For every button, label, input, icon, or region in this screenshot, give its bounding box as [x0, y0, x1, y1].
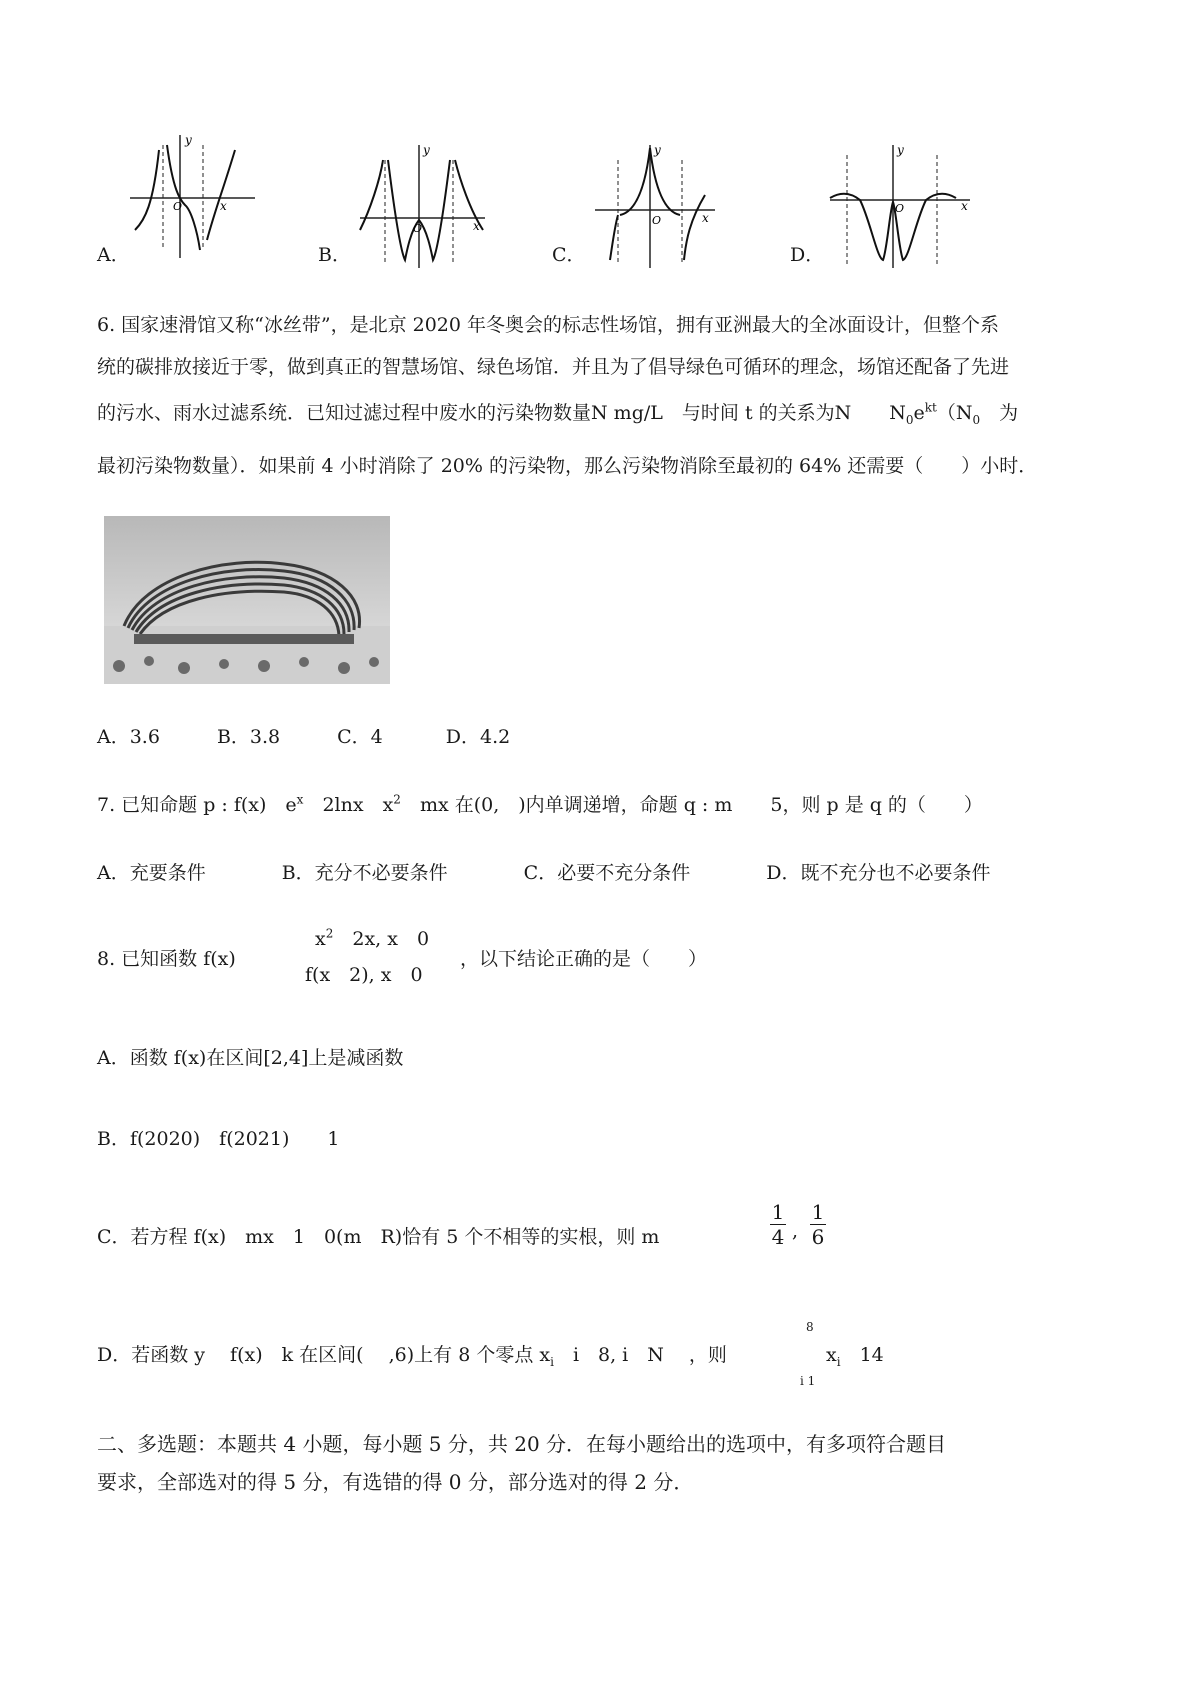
q8-sum-lower: i 1 [800, 1374, 816, 1388]
q8-option-d-sub-i: i [550, 1354, 554, 1369]
q8-case-2: f(x 2), x 0 [305, 964, 423, 986]
option-c-label: C． [552, 244, 586, 266]
q8-option-b: B．f(2020) f(2021) 1 [97, 1128, 340, 1150]
q7-stem-c: mx 在(0, )内单调递增，命题 q : m 5，则 p 是 q 的（ ） [400, 794, 983, 816]
q6-formula-n0: N [889, 402, 906, 424]
graph-d-origin-label: O [895, 202, 905, 215]
q8-fraction-2-denominator: 6 [811, 1225, 825, 1249]
q8-option-d-b: i 8, i N ，则 [553, 1344, 727, 1366]
q8-fraction-1-denominator: 4 [771, 1225, 785, 1249]
graph-d-y-label: y [897, 143, 904, 157]
q6-line-2: 统的碳排放接近于零，做到真正的智慧场馆、绿色场馆．并且为了倡导绿色可循环的理念，场馆还配备了先进 [97, 356, 1010, 378]
q8-sum-xi: x [826, 1344, 837, 1366]
q8-sum-end: 14 [840, 1344, 884, 1366]
q7-sup-2: 2 [393, 792, 401, 807]
q8-fraction-1-numerator: 1 [771, 1200, 785, 1224]
graph-c-x-label: x [702, 211, 709, 225]
graph-b-y-label: y [423, 143, 430, 157]
q8-sum-term [826, 1340, 884, 1369]
q6-formula-kt: kt [924, 400, 937, 415]
graph-c-y-label: y [654, 143, 661, 157]
graph-b-x-label: x [473, 219, 480, 233]
q7-stem-a: 7. 已知命题 p : f(x) e [97, 794, 297, 816]
q8-stem-b: ，以下结论正确的是（ ） [460, 948, 708, 970]
q8-case-1-x: x [315, 928, 326, 950]
graph-c-origin-label: O [652, 214, 662, 227]
q6-line-3 [97, 398, 1018, 427]
q6-n0-sub: 0 [972, 412, 981, 427]
speed-skating-oval-photo [104, 516, 390, 684]
q8-stem-a: 8. 已知函数 f(x) [97, 948, 236, 970]
q8-fraction-2-numerator: 1 [811, 1200, 825, 1224]
q7-options: A．充要条件 B．充分不必要条件 C．必要不充分条件 D．既不充分也不必要条件 [97, 862, 991, 884]
q6-line-4: 最初污染物数量）．如果前 4 小时消除了 20% 的污染物，那么污染物消除至最初的 64% 还需要（ ）小时． [97, 455, 1038, 477]
q8-case-1-b: 2x, x 0 [333, 928, 430, 950]
q6-line-1: 6. 国家速滑馆又称“冰丝带”，是北京 2020 年冬奥会的标志性场馆，拥有亚洲最大的全冰面设计，但整个系 [97, 314, 1000, 336]
graph-b-origin-label: O [413, 222, 423, 235]
option-a-label: A． [97, 244, 130, 266]
q8-option-c-fraction-1 [770, 1200, 786, 1249]
graph-option-b [355, 140, 490, 270]
option-b-label: B． [318, 244, 351, 266]
q8-option-c: C．若方程 f(x) mx 1 0(m R)恰有 5 个不相等的实根，则 m [97, 1226, 660, 1248]
q7-sup-x: x [296, 792, 304, 807]
q6-line-3-end: 为 [999, 402, 1019, 424]
graph-a-y-label: y [185, 133, 192, 147]
q8-option-a: A．函数 f(x)在区间[2,4]上是减函数 [97, 1047, 404, 1069]
q6-formula-n0-sub: 0 [905, 412, 914, 427]
q7-stem [97, 790, 983, 817]
q8-sum-upper: 8 [806, 1320, 814, 1334]
q6-line-3-text-a: 的污水、雨水过滤系统．已知过滤过程中废水的污染物数量 [97, 402, 592, 424]
graph-option-c [590, 140, 720, 270]
q6-formula-e: e [913, 402, 925, 424]
q6-formula-n: N [834, 402, 852, 424]
q8-option-c-fraction-2 [810, 1200, 826, 1249]
q8-option-d-a: D．若函数 y f(x) k 在区间( ,6)上有 8 个零点 x [97, 1344, 551, 1366]
graph-a-x-label: x [220, 199, 227, 213]
graph-option-d [825, 140, 975, 270]
q6-paren: （N [936, 402, 973, 424]
option-d-label: D． [790, 244, 825, 266]
q8-case-1-sup: 2 [325, 926, 334, 941]
q6-options: A．3.6 B．3.8 C．4 D．4.2 [97, 726, 511, 748]
q8-option-d [97, 1340, 727, 1369]
q7-stem-b: 2lnx x [303, 794, 394, 816]
graph-d-x-label: x [961, 199, 968, 213]
section-2-line-1: 二、多选题：本题共 4 小题，每小题 5 分，共 20 分．在每小题给出的选项中，有多项符合题目 [97, 1432, 947, 1456]
q8-sum-xi-sub: i [836, 1354, 841, 1369]
q8-option-c-comma: , [792, 1220, 799, 1242]
graph-option-a [125, 130, 260, 260]
q8-case-1 [315, 924, 429, 951]
section-2-line-2: 要求，全部选对的得 5 分，有选错的得 0 分，部分选对的得 2 分． [97, 1470, 694, 1494]
q6-line-3-text-b: 与时间 t 的关系为 [681, 402, 835, 424]
graph-a-origin-label: O [173, 200, 183, 213]
q6-unit: N mg/L [591, 402, 663, 424]
